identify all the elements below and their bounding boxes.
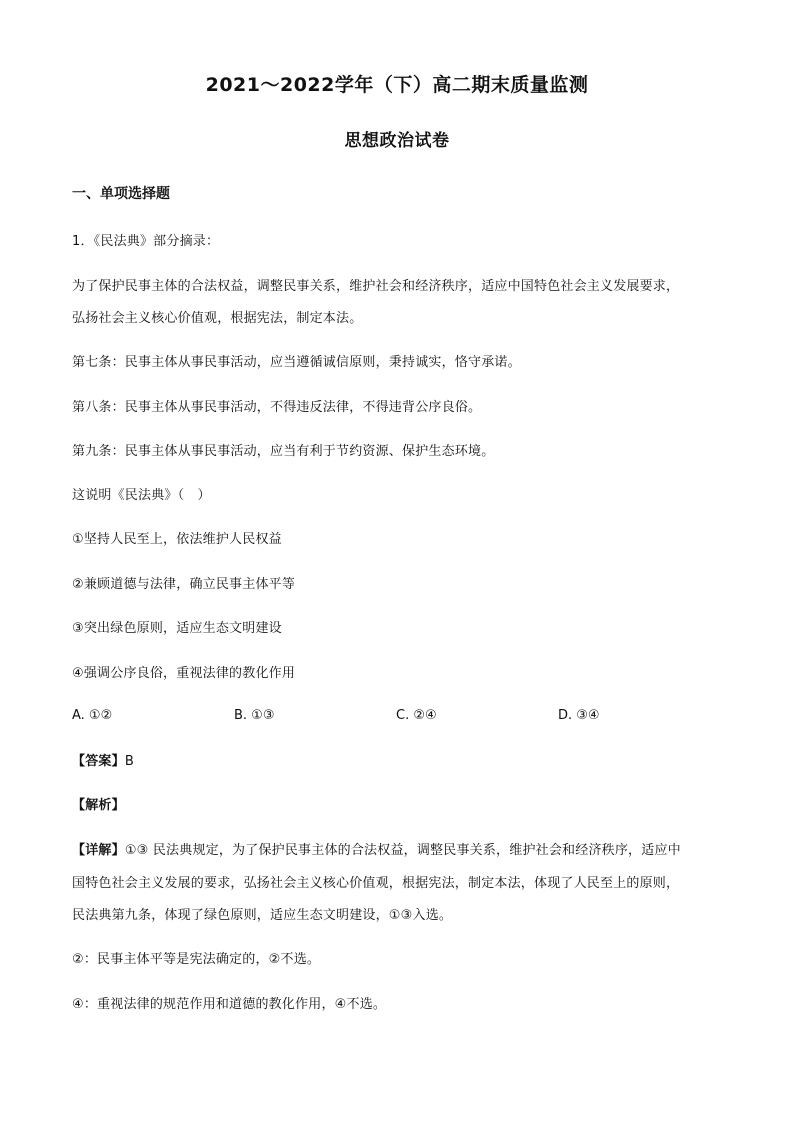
detail-label: 【详解】	[72, 843, 125, 858]
analysis-label: 【解析】	[72, 798, 125, 813]
analysis-detail-line	[72, 842, 681, 860]
answer-value: B	[124, 754, 134, 769]
statement-3: ③突出绿色原则，适应生态文明建设	[72, 621, 282, 636]
answer-label: 【答案】	[72, 754, 125, 769]
question-line: 第八条：民事主体从事民事活动，不得违反法律，不得违背公序良俗。	[72, 400, 482, 415]
option-a: A. ①②	[72, 708, 113, 723]
question-line: 这说明《民法典》（ ）	[72, 488, 211, 503]
question-line: 第九条：民事主体从事民事活动，应当有利于节约资源、保护生态环境。	[72, 444, 495, 459]
exam-subtitle: 思想政治试卷	[344, 131, 450, 151]
statement-4: ④强调公序良俗，重视法律的教化作用	[72, 666, 296, 681]
option-c: C. ②④	[396, 708, 437, 723]
analysis-detail-line: 国特色社会主义发展的要求，弘扬社会主义核心价值观，根据宪法，制定本法，体现了人民至上的原则，	[72, 876, 680, 891]
analysis-extra-line: ②：民事主体平等是宪法确定的，②不选。	[72, 952, 321, 967]
analysis-detail-line: 民法典第九条，体现了绿色原则，适应生态文明建设，①③入选。	[72, 908, 453, 923]
analysis-heading	[72, 797, 125, 815]
statement-1: ①坚持人民至上，依法维护人民权益	[72, 532, 282, 547]
statement-2: ②兼顾道德与法律，确立民事主体平等	[72, 577, 296, 592]
analysis-extra-line: ④：重视法律的规范作用和道德的教化作用，④不选。	[72, 997, 387, 1012]
answer-line	[72, 753, 134, 771]
question-stem: 1．《民法典》部分摘录：	[72, 234, 220, 249]
question-line: 为了保护民事主体的合法权益，调整民事关系，维护社会和经济秩序，适应中国特色社会主义发展要求，	[72, 279, 680, 294]
detail-text: ①③ 民法典规定，为了保护民事主体的合法权益，调整民事关系，维护社会和经济秩序，适应中	[124, 843, 681, 858]
option-b: B. ①③	[234, 708, 275, 723]
question-line: 弘扬社会主义核心价值观，根据宪法，制定本法。	[72, 311, 363, 326]
question-line: 第七条：民事主体从事民事活动，应当遵循诚信原则，秉持诚实，恪守承诺。	[72, 355, 521, 370]
section-heading: 一、单项选择题	[72, 186, 170, 202]
option-d: D. ③④	[558, 708, 600, 723]
exam-title: 2021～2022学年（下）高二期末质量监测	[205, 74, 589, 96]
